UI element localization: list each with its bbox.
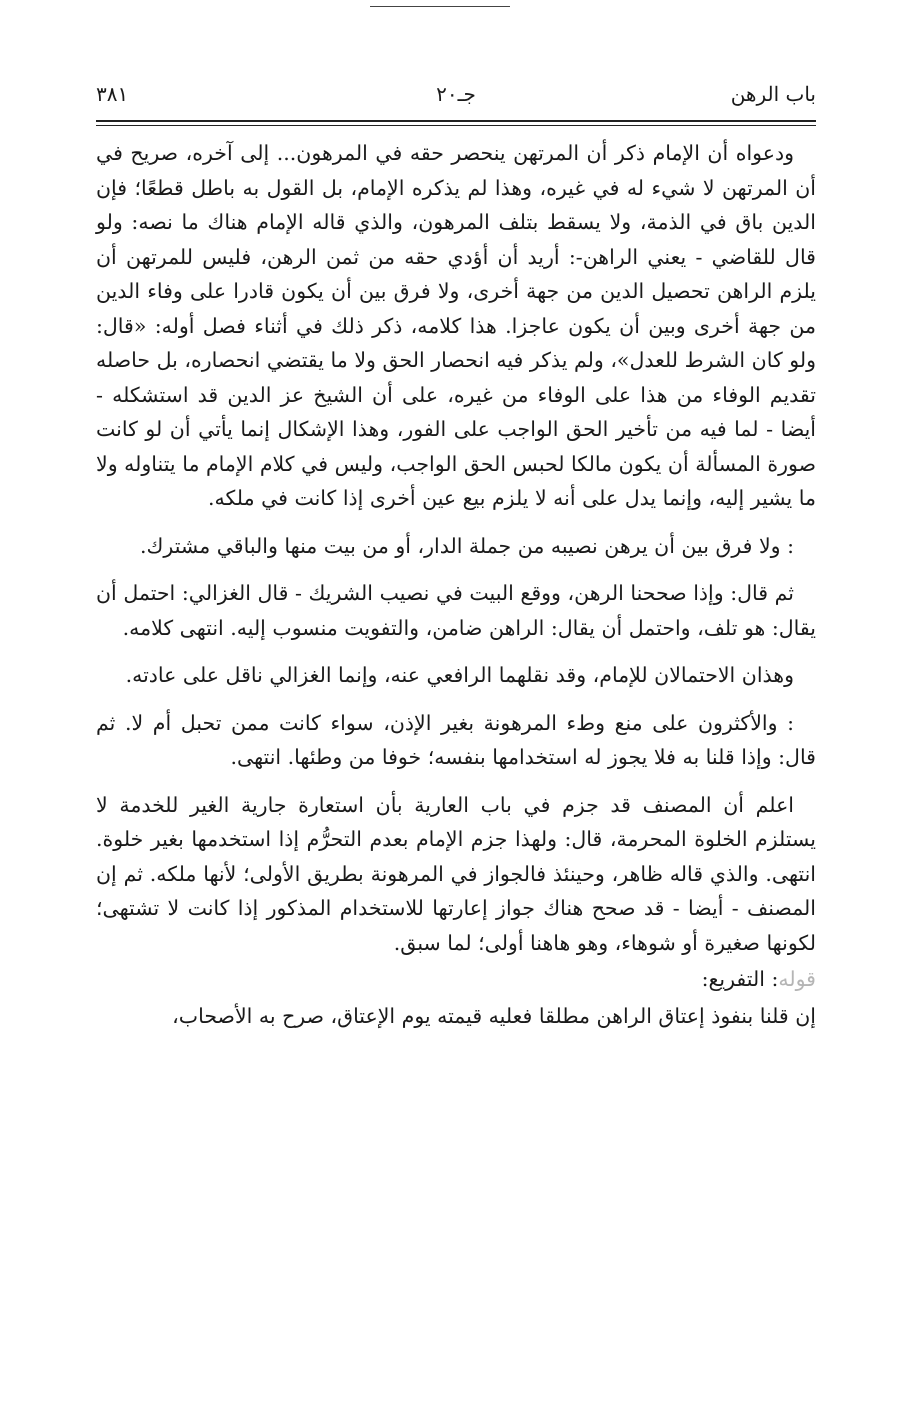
paragraph: اعلم أن المصنف قد جزم في باب العارية بأن استعارة جارية الغير للخدمة لا يستلزم الخلوة المحرمة، قال: ولهذا جزم الإمام بعدم التحرُّم إذا استخدمها بغير خلوة. انتهى. والذي قاله ظاهر، وحينئذ فالجواز في المرهونة بطريق الأولى؛ لأنها ملكه. ثم إن المصنف - أيضا - قد صحح هناك جواز إعارتها للاستخدام المذكور إذا كانت لا تشتهى؛ لكونها صغيرة أو شوهاء، وهو هاهنا أولى؛ لما سبق. xyxy=(96,792,816,955)
paragraph: إن قلنا بنفوذ إعتاق الراهن مطلقا فعليه قيمته يوم الإعتاق، صرح به الأصحاب، xyxy=(172,1003,816,1028)
running-header xyxy=(96,82,816,118)
paragraph-text: : التفريع: xyxy=(701,967,779,991)
paragraph: وهذان الاحتمالان للإمام، وقد نقلهما الرافعي عنه، وإنما الغزالي ناقل على عادته. xyxy=(125,663,794,687)
paragraph: ودعواه أن الإمام ذكر أن المرتهن ينحصر حقه في المرهون... إلى آخره، صريح في أن المرتهن لا شيء له في غيره، وهذا لم يذكره الإمام، بل القول به باطل قطعًا؛ فإن الدين باق في الذمة، ولا يسقط بتلف المرهون، والذي قاله الإمام هناك ما نصه: ولو قال للقاضي - يعني الراهن-: أريد أن أؤدي حقه من ثمن الرهن، فليس للمرتهن أن يلزم الراهن تحصيل الدين من جهة أخرى، ولا فرق بين أن يكون قادرا على وفاء الدين من جهة أخرى وبين أن يكون عاجزا. هذا كلامه، ذكر ذلك في أثناء فصل أوله: «قال: ولو كان الشرط للعدل»، ولم يذكر فيه انحصار الحق ولا ما يقتضي انحصاره، بل حاصله تقديم الوفاء من هذا على الوفاء من غيره، على أن الشيخ عز الدين قد استشكله - أيضا - لما فيه من تأخير الحق الواجب على الفور، وهذا الإشكال إنما يأتي أن لو كانت صورة المسألة أن يكون مالكا لحبس الحق الواجب، وليس في كلام الإمام ما يتناوله ولا ما يشير إليه، وإنما يدل على أنه لا يلزم بيع عين أخرى إذا كانت في ملكه. xyxy=(96,141,816,510)
paragraph xyxy=(96,962,816,997)
faded-marker-qawluhu: قوله xyxy=(778,967,816,991)
page-body xyxy=(96,136,816,1046)
chapter-title: باب الرهن xyxy=(730,82,816,106)
volume-label: جـ٢٠ xyxy=(436,82,476,106)
header-divider xyxy=(96,120,816,126)
paragraph-text: : والأكثرون على منع وطء المرهونة بغير الإذن، سواء كانت ممن تحبل أم لا. ثم قال: وإذا قلنا به فلا يجوز له استخدامها بنفسه؛ خوفا من وطئها. انتهى. xyxy=(96,710,816,769)
top-decorative-rule xyxy=(370,6,510,7)
paragraph: ثم قال: وإذا صححنا الرهن، ووقع البيت في نصيب الشريك - قال الغزالي: احتمل أن يقال: هو تلف، واحتمل أن يقال: الراهن ضامن، والتفويت منسوب إليه. انتهى كلامه. xyxy=(96,581,816,640)
paragraph xyxy=(96,529,816,564)
page-number: ٣٨١ xyxy=(96,82,129,106)
paragraph-text: : ولا فرق بين أن يرهن نصيبه من جملة الدار، أو من بيت منها والباقي مشترك. xyxy=(140,533,794,558)
paragraph xyxy=(96,706,816,775)
